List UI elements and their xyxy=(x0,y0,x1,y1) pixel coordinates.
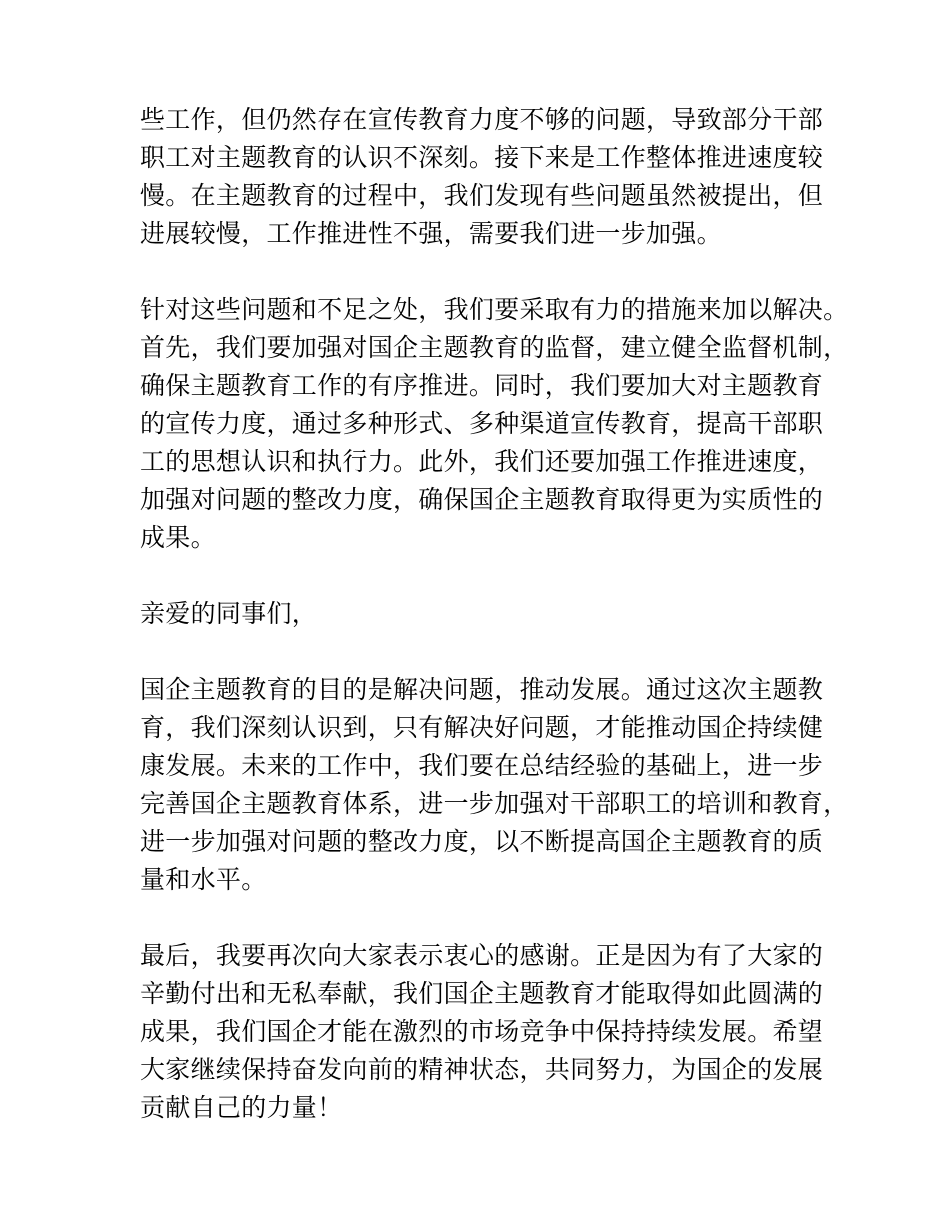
body-text xyxy=(140,101,849,1127)
paragraph-2 xyxy=(140,291,849,557)
paragraph-gap xyxy=(140,557,830,595)
paragraph-gap xyxy=(140,633,830,671)
text-line: 些工作，但仍然存在宣传教育力度不够的问题，导致部分干部 xyxy=(140,105,824,134)
text-line: 大家继续保持奋发向前的精神状态，共同努力，为国企的发展 xyxy=(140,1055,824,1084)
paragraph-5 xyxy=(140,937,830,1127)
text-line: 辛勤付出和无私奉献，我们国企主题教育才能取得如此圆满的 xyxy=(140,979,824,1008)
text-line: 成果。 xyxy=(140,523,216,552)
text-line: 确保主题教育工作的有序推进。同时，我们要加大对主题教育 xyxy=(140,371,824,400)
text-line: 亲爱的同事们， xyxy=(140,599,318,628)
paragraph-3-salutation xyxy=(140,595,830,633)
text-line: 的宣传力度，通过多种形式、多种渠道宣传教育，提高干部职 xyxy=(140,409,824,438)
text-line: 进一步加强对问题的整改力度，以不断提高国企主题教育的质 xyxy=(140,827,824,856)
text-line: 首先，我们要加强对国企主题教育的监督，建立健全监督机制， xyxy=(140,333,849,362)
text-line: 加强对问题的整改力度，确保国企主题教育取得更为实质性的 xyxy=(140,485,824,514)
text-line: 最后，我要再次向大家表示衷心的感谢。正是因为有了大家的 xyxy=(140,941,824,970)
paragraph-1 xyxy=(140,101,830,253)
text-line: 国企主题教育的目的是解决问题，推动发展。通过这次主题教 xyxy=(140,675,824,704)
text-line: 慢。在主题教育的过程中，我们发现有些问题虽然被提出，但 xyxy=(140,181,824,210)
text-line: 康发展。未来的工作中，我们要在总结经验的基础上，进一步 xyxy=(140,751,824,780)
text-line: 育，我们深刻认识到，只有解决好问题，才能推动国企持续健 xyxy=(140,713,824,742)
text-line: 工的思想认识和执行力。此外，我们还要加强工作推进速度， xyxy=(140,447,824,476)
text-line: 进展较慢，工作推进性不强，需要我们进一步加强。 xyxy=(140,219,722,248)
text-line: 职工对主题教育的认识不深刻。接下来是工作整体推进速度较 xyxy=(140,143,824,172)
paragraph-4 xyxy=(140,671,849,899)
paragraph-gap xyxy=(140,899,830,937)
paragraph-gap xyxy=(140,253,830,291)
text-line: 成果，我们国企才能在激烈的市场竞争中保持持续发展。希望 xyxy=(140,1017,824,1046)
text-line: 贡献自己的力量！ xyxy=(140,1093,343,1122)
text-line: 量和水平。 xyxy=(140,865,267,894)
text-line: 针对这些问题和不足之处，我们要采取有力的措施来加以解决。 xyxy=(140,295,849,324)
text-line: 完善国企主题教育体系，进一步加强对干部职工的培训和教育， xyxy=(140,789,849,818)
